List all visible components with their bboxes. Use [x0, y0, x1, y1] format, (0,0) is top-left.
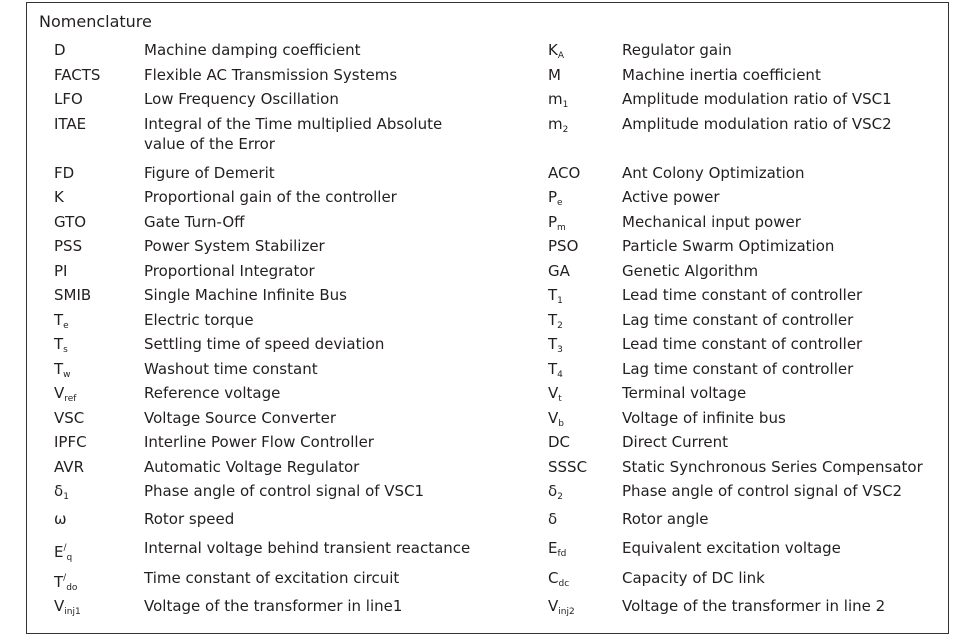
definition: [622, 285, 862, 305]
symbol: [548, 596, 575, 622]
definition-line: Mechanical input power: [622, 212, 801, 231]
symbol: [54, 596, 81, 622]
symbol-base: PSO: [548, 237, 579, 255]
symbol: [54, 310, 69, 336]
symbol-subscript: m: [557, 222, 566, 233]
definition: [144, 163, 275, 183]
definition-line: Figure of Demerit: [144, 163, 275, 182]
symbol-subscript: e: [557, 198, 563, 208]
definition-line: Lead time constant of controller: [622, 335, 863, 353]
symbol-subscript: e: [63, 320, 69, 331]
definition: [622, 481, 902, 501]
symbol: [54, 40, 66, 60]
definition: [622, 408, 786, 428]
definition: [144, 359, 318, 379]
symbol-base: FACTS: [54, 65, 101, 84]
symbol-subscript: do: [66, 583, 78, 593]
definition-line: Ant Colony Optimization: [622, 163, 805, 182]
symbol: [548, 457, 587, 477]
symbol: [548, 538, 566, 564]
symbol: [548, 481, 563, 507]
symbol-subscript: t: [558, 394, 562, 404]
definition: [144, 568, 399, 588]
definition-line: Rotor angle: [622, 510, 709, 528]
symbol-base: ACO: [548, 163, 581, 182]
symbol: [54, 359, 71, 385]
definition-line: Electric torque: [144, 310, 254, 329]
symbol-subscript: q: [66, 553, 73, 563]
symbol: [54, 568, 77, 598]
definition-line: Machine damping coefficient: [144, 41, 361, 59]
symbol-subscript: 2: [557, 492, 563, 502]
symbol: [548, 310, 563, 336]
symbol: [548, 187, 563, 213]
definition: [144, 457, 359, 477]
symbol-subscript: ref: [64, 394, 77, 404]
definition-line: Low Frequency Oscillation: [144, 90, 339, 108]
definition-line: Lead time constant of controller: [622, 286, 863, 304]
definition-line: Automatic Voltage Regulator: [144, 457, 360, 476]
definition: [622, 40, 732, 60]
definition: [144, 65, 397, 85]
definition-line: Amplitude modulation ratio of VSC2: [622, 114, 892, 133]
definition-line: Regulator gain: [622, 41, 732, 59]
symbol-base: T: [54, 573, 64, 591]
symbol-base: P: [548, 212, 558, 231]
symbol-base: C: [548, 569, 559, 587]
symbol: [54, 163, 74, 183]
definition-line: Active power: [622, 188, 720, 206]
symbol-base: T: [548, 359, 558, 378]
symbol-subscript: s: [63, 345, 68, 355]
symbol: [54, 89, 83, 109]
symbol: [54, 334, 68, 360]
definition: [622, 359, 853, 379]
definition: [144, 212, 244, 232]
symbol: [548, 114, 568, 140]
symbol-base: m: [548, 90, 563, 108]
definition: [622, 236, 834, 256]
symbol-base: E: [54, 543, 64, 561]
symbol-subscript: 2: [562, 124, 569, 135]
definition: [622, 334, 862, 354]
definition-line: Settling time of speed deviation: [144, 335, 385, 353]
symbol: [548, 65, 561, 85]
definition-line: Proportional Integrator: [144, 261, 315, 280]
symbol-base: V: [548, 384, 559, 402]
definition-line: Interline Power Flow Controller: [144, 433, 374, 451]
symbol-superscript: /: [63, 573, 67, 583]
symbol-subscript: 1: [63, 492, 69, 502]
symbol-subscript: 1: [557, 296, 563, 306]
symbol-subscript: 1: [562, 100, 569, 110]
definition-line: Lag time constant of controller: [622, 359, 854, 378]
symbol: [548, 163, 580, 183]
symbol: [548, 236, 578, 256]
definition-line: Voltage of infinite bus: [622, 408, 786, 427]
symbol-subscript: A: [557, 51, 565, 61]
definition-line: Static Synchronous Series Compensator: [622, 457, 923, 476]
definition: [622, 432, 728, 452]
symbol-base: T: [548, 310, 558, 329]
symbol-base: IPFC: [54, 433, 87, 451]
symbol: [548, 432, 570, 452]
definition: [622, 568, 765, 588]
symbol-base: PI: [54, 261, 68, 280]
symbol-base: T: [548, 286, 558, 304]
definition-line: Terminal voltage: [622, 384, 747, 402]
definition: [622, 212, 801, 232]
symbol-base: P: [548, 188, 558, 206]
definition-line: Phase angle of control signal of VSC1: [144, 482, 425, 500]
definition-line: Flexible AC Transmission Systems: [144, 65, 398, 84]
symbol-base: δ: [548, 510, 558, 528]
symbol: [548, 359, 563, 385]
definition: [144, 236, 325, 256]
symbol-base: AVR: [54, 457, 84, 476]
definition: [622, 457, 923, 477]
symbol: [54, 457, 84, 477]
symbol-subscript: 4: [557, 369, 563, 380]
symbol-base: GA: [548, 261, 570, 280]
symbol-base: ω: [54, 510, 67, 528]
definition-line: Internal voltage behind transient reactance: [144, 539, 471, 557]
definition: [144, 40, 361, 60]
symbol: [54, 509, 67, 529]
definition-line: Machine inertia coefficient: [622, 65, 821, 84]
definition: [144, 114, 442, 154]
symbol-base: E: [548, 539, 558, 557]
definition: [144, 432, 374, 452]
symbol: [54, 432, 87, 452]
definition-line: Lag time constant of controller: [622, 310, 854, 329]
definition-line: Rotor speed: [144, 510, 235, 528]
definition-line: Reference voltage: [144, 384, 281, 402]
symbol-base: V: [54, 384, 65, 402]
definition: [622, 114, 892, 134]
symbol-base: T: [548, 335, 558, 353]
symbol: [548, 383, 562, 409]
symbol-base: M: [548, 65, 561, 84]
symbol: [54, 187, 64, 207]
definition: [144, 481, 424, 501]
symbol-subscript: w: [63, 369, 71, 380]
definition-line: Time constant of excitation circuit: [144, 569, 400, 587]
definition: [144, 334, 384, 354]
symbol-subscript: 2: [557, 320, 563, 331]
definition-line: Voltage of the transformer in line1: [144, 597, 403, 615]
symbol: [54, 114, 86, 134]
symbol: [54, 408, 84, 428]
symbol: [548, 509, 557, 529]
symbol: [548, 408, 564, 434]
symbol-superscript: /: [63, 543, 67, 553]
definition-line: Genetic Algorithm: [622, 261, 759, 280]
definition-line: Washout time constant: [144, 359, 318, 378]
symbol-base: V: [548, 408, 559, 427]
symbol-base: SSSC: [548, 457, 588, 476]
definition-line: Proportional gain of the controller: [144, 188, 397, 206]
symbol-base: V: [54, 597, 65, 615]
definition: [622, 596, 885, 616]
symbol: [548, 89, 568, 115]
definition-line: Power System Stabilizer: [144, 237, 325, 255]
symbol-subscript: dc: [558, 579, 570, 589]
symbol: [548, 40, 564, 66]
definition: [622, 538, 841, 558]
symbol-base: D: [54, 41, 66, 59]
symbol-base: K: [54, 188, 64, 206]
definition: [144, 383, 280, 403]
symbol: [54, 65, 100, 85]
symbol: [54, 481, 69, 507]
definition: [622, 89, 892, 109]
symbol: [548, 334, 563, 360]
symbol: [54, 538, 72, 568]
symbol: [54, 236, 82, 256]
definition-line: Voltage of the transformer in line 2: [622, 597, 886, 615]
definition-line: Gate Turn-Off: [144, 212, 245, 231]
symbol-base: FD: [54, 163, 75, 182]
definition: [622, 383, 746, 403]
symbol: [548, 261, 570, 281]
symbol: [548, 212, 566, 238]
definition-line: Voltage Source Converter: [144, 408, 337, 427]
definition-line: Amplitude modulation ratio of VSC1: [622, 90, 892, 108]
symbol-base: DC: [548, 433, 571, 451]
symbol-base: T: [54, 359, 64, 378]
definition: [622, 261, 758, 281]
definition-line: Direct Current: [622, 433, 729, 451]
symbol-subscript: fd: [557, 549, 567, 559]
definition: [622, 310, 853, 330]
definition: [144, 187, 397, 207]
definition: [144, 285, 347, 305]
definition: [144, 596, 402, 616]
symbol: [548, 568, 569, 594]
definition-line: Single Machine Infinite Bus: [144, 286, 347, 304]
symbol-base: T: [54, 335, 64, 353]
symbol: [54, 261, 67, 281]
symbol-base: δ: [54, 482, 64, 500]
symbol-subscript: inj2: [558, 607, 575, 617]
symbol-subscript: 3: [557, 345, 563, 355]
definition-line: Capacity of DC link: [622, 569, 765, 587]
symbol: [54, 285, 91, 305]
definition: [144, 408, 336, 428]
definition: [144, 509, 234, 529]
symbol-base: T: [54, 310, 64, 329]
definition: [622, 187, 720, 207]
nomenclature-heading: Nomenclature: [39, 12, 152, 31]
definition-line: Integral of the Time multiplied Absolute: [144, 114, 443, 133]
definition: [622, 163, 805, 183]
symbol-base: LFO: [54, 90, 83, 108]
symbol-base: VSC: [54, 408, 85, 427]
symbol-base: V: [548, 597, 559, 615]
symbol: [54, 212, 86, 232]
definition-line: Equivalent excitation voltage: [622, 539, 841, 557]
symbol-base: K: [548, 41, 558, 59]
symbol-base: m: [548, 114, 563, 133]
definition-line: Particle Swarm Optimization: [622, 237, 835, 255]
definition-line: Phase angle of control signal of VSC2: [622, 482, 903, 500]
symbol-subscript: inj1: [64, 607, 81, 617]
symbol-base: GTO: [54, 212, 87, 231]
symbol: [548, 285, 563, 311]
symbol-subscript: b: [558, 418, 564, 429]
definition: [622, 65, 821, 85]
symbol-base: PSS: [54, 237, 83, 255]
definition: [144, 89, 339, 109]
symbol: [54, 383, 76, 409]
symbol-base: δ: [548, 482, 558, 500]
definition: [144, 310, 254, 330]
definition: [144, 538, 470, 558]
symbol-base: SMIB: [54, 286, 92, 304]
definition: [622, 509, 709, 529]
symbol-base: ITAE: [54, 114, 87, 133]
definition-line: value of the Error: [144, 134, 275, 153]
definition: [144, 261, 315, 281]
